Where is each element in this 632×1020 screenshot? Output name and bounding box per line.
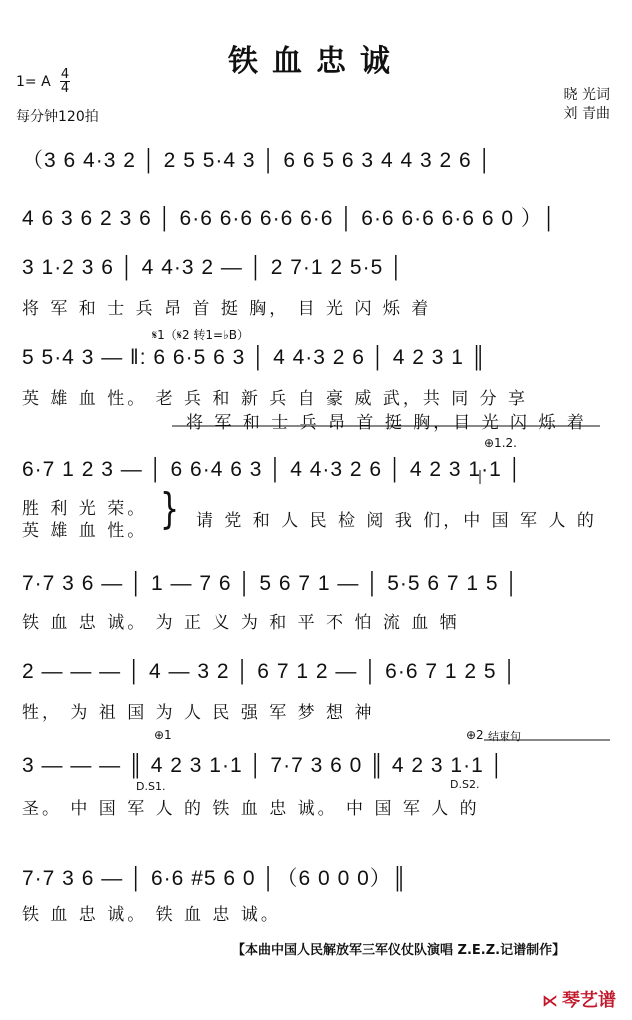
composer: 刘 青曲 bbox=[563, 106, 610, 122]
song-title: 铁血忠诚 bbox=[228, 44, 404, 79]
score-row-4-notes: 5 5·4 3 — ‖: 6 6·5 6 3 │ 4 4·3 2 6 │ 4 2 3 1 ║ bbox=[22, 346, 487, 369]
time-signature-top: 4 bbox=[60, 67, 70, 82]
score-row-1-notes: （3 6 4·3 2 │ 2 5 5·4 3 │ 6 6 5 6 3 4 4 3 2 6 │ bbox=[22, 149, 493, 172]
logo-icon: ⋉ bbox=[542, 991, 558, 1010]
time-signature-bottom: 4 bbox=[60, 81, 70, 96]
lyrics-brace: } bbox=[160, 485, 180, 534]
segno-mark: 𝄋1（𝄋2 转1=♭B） bbox=[152, 328, 249, 342]
score-row-3-lyrics: 将 军 和 士 兵 昂 首 挺 胸， 目 光 闪 烁 着 bbox=[22, 299, 432, 319]
score-row-2-notes: 4 6 3 6 2 3 6 │ 6·6 6·6 6·6 6·6 │ 6·6 6·6 6·6 6 0 ）│ bbox=[22, 207, 557, 230]
ds2-mark: D.S2. bbox=[450, 778, 480, 791]
score-row-4-lyrics-verse2: 将 军 和 士 兵 昂 首 挺 胸，目 光 闪 烁 着 bbox=[186, 413, 587, 433]
footer-note: 【本曲中国人民解放军三军仪仗队演唱 Z.E.Z.记谱制作】 bbox=[232, 943, 566, 958]
score-row-5-lyrics-refrain: 请 党 和 人 民 检 阅 我 们，中 国 军 人 的 bbox=[196, 511, 597, 531]
coda-mark-1-2: ⊕1.2. bbox=[484, 436, 517, 450]
score-row-9-notes: 7·7 3 6 — │ 6·6 #5 6 0 │（6 0 0 0）║ bbox=[22, 867, 408, 890]
score-row-7-notes: 2 — — — │ 4 — 3 2 │ 6 7 1 2 — │ 6·6 7 1 2 5 │ bbox=[22, 660, 518, 683]
score-row-6-notes: 7·7 3 6 — │ 1 — 7 6 │ 5 6 7 1 — │ 5·5 6 7 1 5 │ bbox=[22, 572, 520, 595]
score-row-5-lyrics: 胜 利 光 荣。 bbox=[22, 499, 148, 519]
score-row-4-lyrics: 英 雄 血 性。 老 兵 和 新 兵 自 豪 威 武，共 同 分 享 bbox=[22, 389, 529, 409]
lyricist: 晓 光词 bbox=[563, 87, 610, 103]
score-row-3-notes: 3 1·2 3 6 │ 4 4·3 2 — │ 2 7·1 2 5·5 │ bbox=[22, 256, 405, 279]
score-row-8-lyrics: 圣。 中 国 军 人 的 铁 血 忠 诚。 中 国 军 人 的 bbox=[22, 799, 480, 819]
ending-label: 结束句 bbox=[488, 730, 521, 743]
site-logo bbox=[542, 986, 616, 1012]
key-signature: 1= A bbox=[16, 74, 51, 90]
coda-mark-1: ⊕1 bbox=[154, 728, 172, 742]
score-row-6-lyrics: 铁 血 忠 诚。 为 正 义 为 和 平 不 怕 流 血 牺 bbox=[22, 613, 460, 633]
score-row-8-notes: 3 — — — ║ 4 2 3 1·1 │ 7·7 3 6 0 ║ 4 2 3 1·1 │ bbox=[22, 754, 505, 777]
logo-text: 琴艺谱 bbox=[562, 990, 616, 1011]
ds1-mark: D.S1. bbox=[136, 780, 166, 793]
coda-mark-2: ⊕2 bbox=[466, 728, 484, 742]
score-row-5-lyrics-verse2: 英 雄 血 性。 bbox=[22, 521, 148, 541]
tempo: 每分钟120拍 bbox=[16, 109, 99, 125]
score-row-5-notes: 6·7 1 2 3 — │ 6 6·4 6 3 │ 4 4·3 2 6 │ 4 2 3 1·1 │ bbox=[22, 458, 523, 481]
score-row-7-lyrics: 牲， 为 祖 国 为 人 民 强 军 梦 想 神 bbox=[22, 703, 375, 723]
score-row-9-lyrics: 铁 血 忠 诚。 铁 血 忠 诚。 bbox=[22, 905, 281, 925]
